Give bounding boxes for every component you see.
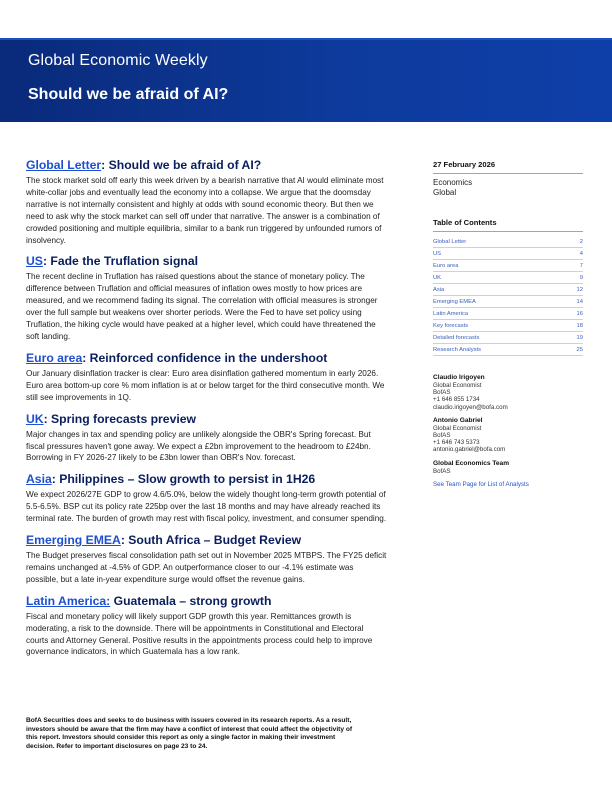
toc-item-label: Research Analysts (433, 346, 482, 353)
banner-top-bar (0, 38, 612, 40)
analyst-email[interactable]: claudio.irigoyen@bofa.com (433, 403, 508, 411)
toc-item-page: 14 (576, 298, 583, 305)
section-heading-text: Guatemala – strong growth (110, 593, 272, 608)
section-heading (26, 158, 388, 173)
section-body: Fiscal and monetary policy will likely support GDP growth this year. Remittances growth is moderating, a risk to the downside. There will be appointments in Constitutional and Electoral courts and Attorney General. Positive results in the appointments process could help to improve governance indicators, in which Guatemala has a low rank. (26, 611, 373, 657)
toc-item-asia[interactable] (433, 284, 583, 296)
toc-item-key-forecasts[interactable] (433, 320, 583, 332)
toc-item-label: UK (433, 274, 442, 281)
toc-item-detailed-forecasts[interactable] (433, 332, 583, 344)
section-uk (26, 412, 388, 465)
section-heading-text: : Should we be afraid of AI? (101, 158, 262, 172)
toc-item-page: 12 (576, 286, 583, 293)
toc-item-page: 9 (579, 274, 583, 281)
section-link-uk[interactable]: UK (26, 411, 44, 426)
analyst-card (433, 374, 583, 411)
section-heading-text: : Reinforced confidence in the undershoot (82, 350, 328, 365)
section-heading (26, 412, 388, 427)
section-heading-text: : Fade the Truflation signal (42, 254, 199, 269)
toc-item-page: 18 (576, 322, 583, 329)
section-euro-area (26, 351, 388, 404)
toc-item-euro-area[interactable] (433, 260, 583, 272)
section-heading-text: : Spring forecasts preview (43, 411, 197, 426)
toc-item-label: Emerging EMEA (433, 298, 476, 305)
section-heading (26, 351, 388, 366)
section-link-latin-america[interactable]: Latin America: (26, 593, 111, 608)
toc-title: Table of Contents (433, 218, 497, 227)
team-page-link[interactable]: See Team Page for List of Analysts (433, 480, 529, 488)
category-region: Global (433, 188, 457, 197)
section-us (26, 254, 388, 342)
table-of-contents (433, 236, 583, 356)
section-body: Major changes in tax and spending policy are unlikely alongside the OBR's Spring forecast. But fiscal pressures haven't gone away. We expect a £2bn improvement to the headroom to £24bn. Borrowing in FY 2026-27 likely to be £3bn lower than OBR's Nov. forecast. (26, 429, 371, 463)
toc-item-label: Detailed forecasts (433, 334, 480, 341)
analyst-phone: +1 646 743 5373 (433, 439, 480, 447)
analyst-firm: BofAS (433, 389, 451, 397)
section-link-asia[interactable]: Asia (26, 472, 52, 487)
toc-item-page: 7 (579, 262, 583, 269)
team-firm: BofAS (433, 467, 451, 475)
analyst-list (433, 374, 583, 488)
section-heading-text: : Philippines – Slow growth to persist in 1H26 (51, 472, 316, 487)
header-banner (0, 38, 612, 122)
section-heading-text: : South Africa – Budget Review (120, 533, 302, 548)
toc-item-page: 16 (576, 310, 583, 317)
section-heading (26, 533, 388, 548)
disclosure-notice: BofA Securities does and seeks to do business with issuers covered in its research reports. As a result, investors should be aware that the firm may have a conflict of interest that could affect the objectivity of this report. Investors should consider this report as only a single factor in making their investment decision. Refer to important disclosures on page 23 to 24. (26, 717, 353, 750)
divider (433, 231, 583, 232)
toc-item-label: Euro area (433, 262, 459, 269)
analyst-phone: +1 646 855 1734 (433, 396, 480, 404)
analyst-role: Global Economist (433, 424, 482, 432)
toc-item-label: Latin America (433, 310, 469, 317)
section-heading (26, 254, 388, 269)
analyst-name: Antonio Gabriel (433, 416, 483, 424)
main-content (26, 158, 388, 666)
sidebar (433, 160, 583, 488)
section-global-letter (26, 158, 388, 246)
toc-item-latin-america[interactable] (433, 308, 583, 320)
toc-item-global-letter[interactable] (433, 236, 583, 248)
report-date: 27 February 2026 (433, 160, 496, 169)
report-title: Should we be afraid of AI? (28, 86, 229, 103)
section-body: Our January disinflation tracker is clear: Euro area disinflation gathered momentum in early 2026. Euro area bottom-up core % mom inflation is at or below target for the third consecutive month. We still see improvements in 1Q. (26, 368, 385, 402)
toc-item-page: 25 (576, 346, 583, 353)
section-body: The Budget preserves fiscal consolidation path set out in November 2025 MTBPS. The FY25 deficit remains unchanged at -4.5% of GDP. An outperformance closer to our -4.1% estimate was possible, but a late in-year expenditure surge would offset the revenue gains. (26, 551, 387, 584)
section-link-euro-area[interactable]: Euro area (26, 350, 83, 365)
section-body: We expect 2026/27E GDP to grow 4.6/5.0%, below the widely thought long-term growth potential of 5.5-6.5%. BSP cut its policy rate 225bp over the last 18 months and may have already reached its terminal rate. The burden of growth may rest with fiscal policy, investment, and consumer spending. (26, 490, 387, 524)
analyst-firm: BofAS (433, 432, 451, 440)
toc-item-research-analysts[interactable] (433, 344, 583, 356)
section-latin-america (26, 594, 388, 659)
section-body: The recent decline in Truflation has raised questions about the stance of monetary policy. The difference between Truflation and official measures of inflation owes mostly to how prices are measured, and we recommend fading its signal. The correlation with official measures is stronger over the full sample but weakens over shorter periods. Were the Fed to have set policy using Truflation, the hiking cycle would have peaked at a higher level, which could have threatened the soft landing. (26, 272, 378, 341)
section-link-global-letter[interactable]: Global Letter (26, 158, 102, 172)
analyst-name: Claudio Irigoyen (433, 374, 485, 381)
team-name: Global Economics Team (433, 459, 510, 467)
toc-item-page: 4 (579, 250, 583, 257)
analyst-card (433, 417, 583, 454)
section-link-us[interactable]: US (26, 254, 43, 269)
toc-item-emerging-emea[interactable] (433, 296, 583, 308)
toc-item-label: Asia (433, 286, 445, 293)
analyst-email[interactable]: antonio.gabriel@bofa.com (433, 446, 506, 454)
section-body: The stock market sold off early this week driven by a bearish narrative that AI would eliminate most white-collar jobs and eventually lead the economy into a collapse. We argue that the doomsday narrative is not internally consistent and highly at odds with sound economic theory. But then we need to ask why the stock market can sell off under that narrative. The answer is a combination of crowded positioning and multiple equilibria, similar to a bank run triggered by unfounded rumors of insolvency. (26, 176, 384, 245)
analyst-role: Global Economist (433, 382, 482, 389)
toc-item-page: 2 (579, 238, 583, 245)
team-card (433, 460, 583, 475)
toc-item-label: Key forecasts (433, 322, 469, 329)
toc-item-page: 19 (576, 334, 583, 341)
divider (433, 173, 583, 174)
section-emerging-emea (26, 533, 388, 586)
section-asia (26, 472, 388, 525)
toc-item-label: Global Letter (433, 238, 467, 245)
toc-item-us[interactable] (433, 248, 583, 260)
toc-item-label: US (433, 250, 442, 257)
section-link-emerging-emea[interactable]: Emerging EMEA (26, 533, 121, 548)
section-heading (26, 472, 388, 487)
category-economics: Economics (433, 178, 473, 187)
toc-item-uk[interactable] (433, 272, 583, 284)
section-heading (26, 594, 388, 609)
publication-title: Global Economic Weekly (28, 52, 208, 69)
